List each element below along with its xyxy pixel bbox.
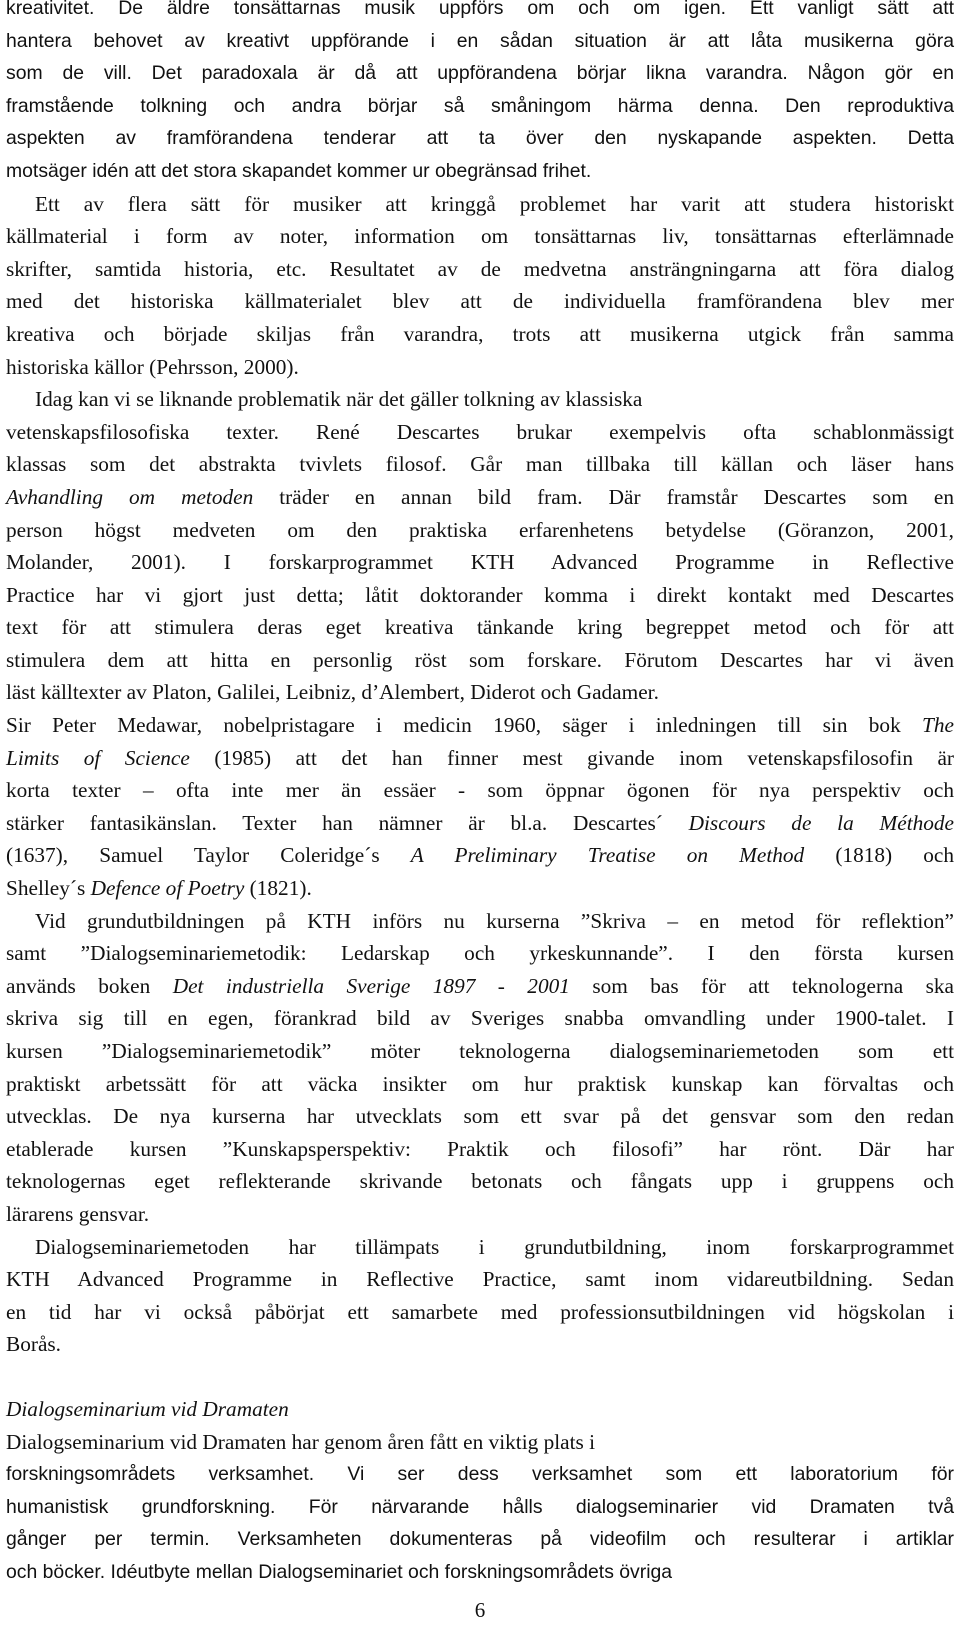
text-line: och böcker. Idéutbyte mellan Dialogseminariet och forskningsområdets övriga [6, 1560, 673, 1583]
text-line [6, 644, 954, 677]
text-line: skriva sig till en egen, förankrad bild av Sveriges snabba omvandling under 1900-talet. I [6, 1006, 954, 1031]
paragraph-1 [6, 0, 954, 188]
text-run: Sir Peter Medawar, nobelpristagare i medicin 1960, säger i inledningen till sin bok [6, 713, 923, 738]
text-run: René Descartes brukar exempelvis ofta schablonmässigt [278, 419, 954, 444]
text-line: framstående tolkning och andra börjar så småningom härma denna. Den reproduktiva [6, 94, 954, 117]
text-line [6, 742, 954, 775]
book-title: Defence of Poetry [90, 876, 245, 901]
text-run: (1985) att det han finner mest givande inom vetenskapsfilosofin är [189, 745, 954, 770]
text-line [6, 839, 954, 872]
text-line: kreativa och började skiljas från varandra, trots att musikerna utgick från samma [6, 321, 954, 346]
text-run: används boken [6, 973, 173, 998]
section-gap [6, 1361, 954, 1393]
text-line: kursen ”Dialogseminariemetodik” möter teknologerna dialogseminariemetoden som ett [6, 1039, 954, 1063]
text-run: klassas som det abstrakta tvivlets filosof. [6, 452, 447, 477]
text-line: KTH Advanced Programme in Reflective Practice, samt inom vidareutbildning. Sedan [6, 1267, 954, 1292]
book-title: Discours de la Méthode [688, 810, 955, 835]
text-line: motsäger idén att det stora skapandet kommer ur obegränsad frihet. [6, 159, 592, 182]
text-line: historiska källor (Pehrsson, 2000). [6, 354, 299, 379]
section-heading-text: Dialogseminarium vid Dramaten [6, 1396, 289, 1421]
text-line: etablerade kursen ”Kunskapsperspektiv: Praktik och filosofi” har rönt. Där har [6, 1136, 954, 1161]
text-run: Förutom Descartes har vi även [602, 647, 954, 672]
text-run: (1821). [244, 876, 312, 901]
text-line: aspekten av framförandena tenderar att ta över den nyskapande aspekten. Detta [6, 127, 954, 150]
text-line: Practice har vi gjort just detta; låtit doktorander komma i direkt kontakt med Descartes [6, 582, 954, 607]
text-line [6, 872, 954, 905]
book-title: Det industriella Sverige 1897 - 2001 [172, 973, 570, 998]
text-run: skrifter, samtida historia, etc. [6, 256, 307, 281]
text-line: text för att stimulera deras eget kreativa tänkande kring begreppet metod och för att [6, 615, 954, 640]
text-line [6, 416, 954, 449]
section-dramaten [6, 1393, 954, 1589]
text-line: lärarens gensvar. [6, 1201, 150, 1226]
text-line: hantera behovet av kreativt uppförande i en sådan situation är att låta musikerna göra [6, 29, 954, 52]
text-run: Går man tillbaka till källan och läser hans [446, 452, 954, 477]
text-run: Där framstår Descartes som en [582, 484, 954, 509]
paragraph-4 [6, 709, 954, 905]
text-line: Dialogseminariemetoden har tillämpats i grundutbildning, inom forskarprogrammet [35, 1234, 954, 1259]
text-run: Resultatet av de medvetna ansträngningarna att föra dialog [306, 256, 954, 281]
text-run: som bas för att teknologerna ska [569, 973, 955, 998]
text-line: med det historiska källmaterialet blev att de individuella framförandena blev mer [6, 289, 954, 314]
text-line: person högst medveten om den praktiska erfarenhetens betydelse (Göranzon, 2001, [6, 517, 954, 542]
text-line: forskningsområdets verksamhet. Vi ser dess verksamhet som ett laboratorium för [6, 1463, 954, 1486]
text-line: Ett av flera sätt för musiker att kringgå problemet har varit att studera historiskt [35, 191, 954, 216]
text-line: kreativitet. De äldre tonsättarnas musik uppförs om och om igen. Ett vanligt sätt att [6, 0, 954, 19]
text-line: Borås. [6, 1332, 62, 1357]
document-page [6, 0, 954, 1589]
text-run: Descartes´ [547, 810, 689, 835]
text-line [6, 970, 954, 1003]
text-line [6, 481, 954, 514]
text-line: praktiskt arbetssätt för att väcka insikter om hur praktisk kunskap kan förvaltas och [6, 1071, 954, 1096]
paragraph-6 [6, 1231, 954, 1361]
text-run: I den första kursen [673, 941, 954, 966]
text-run: vetenskapsfilosofiska texter. [6, 419, 279, 444]
book-title: The [922, 713, 954, 738]
text-line [6, 448, 954, 481]
section-body [6, 1458, 954, 1588]
text-line: Dialogseminarium vid Dramaten har genom åren fått en viktig plats i [6, 1429, 596, 1454]
text-line [6, 807, 954, 840]
text-line: som de vill. Det paradoxala är då att uppförandena börjar likna varandra. Någon gör en [6, 62, 954, 85]
text-run: Shelley´s [6, 876, 91, 901]
text-line: Idag kan vi se liknande problematik när det gäller tolkning av klassiska [35, 387, 643, 412]
text-line: källmaterial i form av noter, information om tonsättarnas liv, tonsättarnas efterlämnade [6, 224, 954, 249]
text-line: utvecklas. De nya kurserna har utvecklats som ett svar på det gensvar som den redan [6, 1104, 954, 1129]
paragraph-5 [6, 905, 954, 1231]
book-title: Avhandling om metoden [6, 484, 254, 509]
text-run: I forskarprogrammet KTH Advanced Programme in Reflective [186, 550, 954, 575]
text-line [6, 253, 954, 286]
paragraph-2 [6, 188, 954, 384]
text-line: gånger per termin. Verksamheten dokumenteras på videofilm och resulterar i artiklar [6, 1528, 954, 1551]
text-run: stimulera dem att hitta en personlig röst som forskare. [6, 647, 602, 672]
text-line: teknologernas eget reflekterande skrivande betonats och fångats upp i gruppens och [6, 1169, 954, 1194]
book-title: A Preliminary Treatise on Method [410, 843, 805, 868]
text-line: Vid grundutbildningen på KTH införs nu kurserna ”Skriva – en metod för reflektion” [35, 908, 954, 933]
text-run: träder en annan bild fram. [253, 484, 583, 509]
text-line: en tid har vi också påbörjat ett samarbete med professionsutbildningen vid högskolan i [6, 1299, 954, 1324]
text-line: läst källtexter av Platon, Galilei, Leibniz, d’Alembert, Diderot och Gadamer. [6, 680, 659, 705]
text-run: Molander, 2001). [6, 550, 187, 575]
text-run: stärker fantasikänslan. Texter han nämner är bl.a. [6, 810, 548, 835]
page-number: 6 [474, 1598, 486, 1622]
text-line [6, 937, 954, 970]
book-title: Limits of Science [6, 745, 190, 770]
paragraph-3 [6, 383, 954, 709]
text-run: samt ”Dialogseminariemetodik: Ledarskap och yrkeskunnande”. [6, 941, 674, 966]
text-run: (1818) och [804, 843, 954, 868]
text-run: (1637), Samuel Taylor Coleridge´s [6, 843, 411, 868]
text-line: korta texter – ofta inte mer än essäer - som öppnar ögonen för nya perspektiv och [6, 778, 954, 803]
text-line [6, 546, 954, 579]
text-line: humanistisk grundforskning. För närvarande hålls dialogseminarier vid Dramaten två [6, 1495, 954, 1518]
text-line [6, 709, 954, 742]
section-heading [6, 1393, 954, 1426]
